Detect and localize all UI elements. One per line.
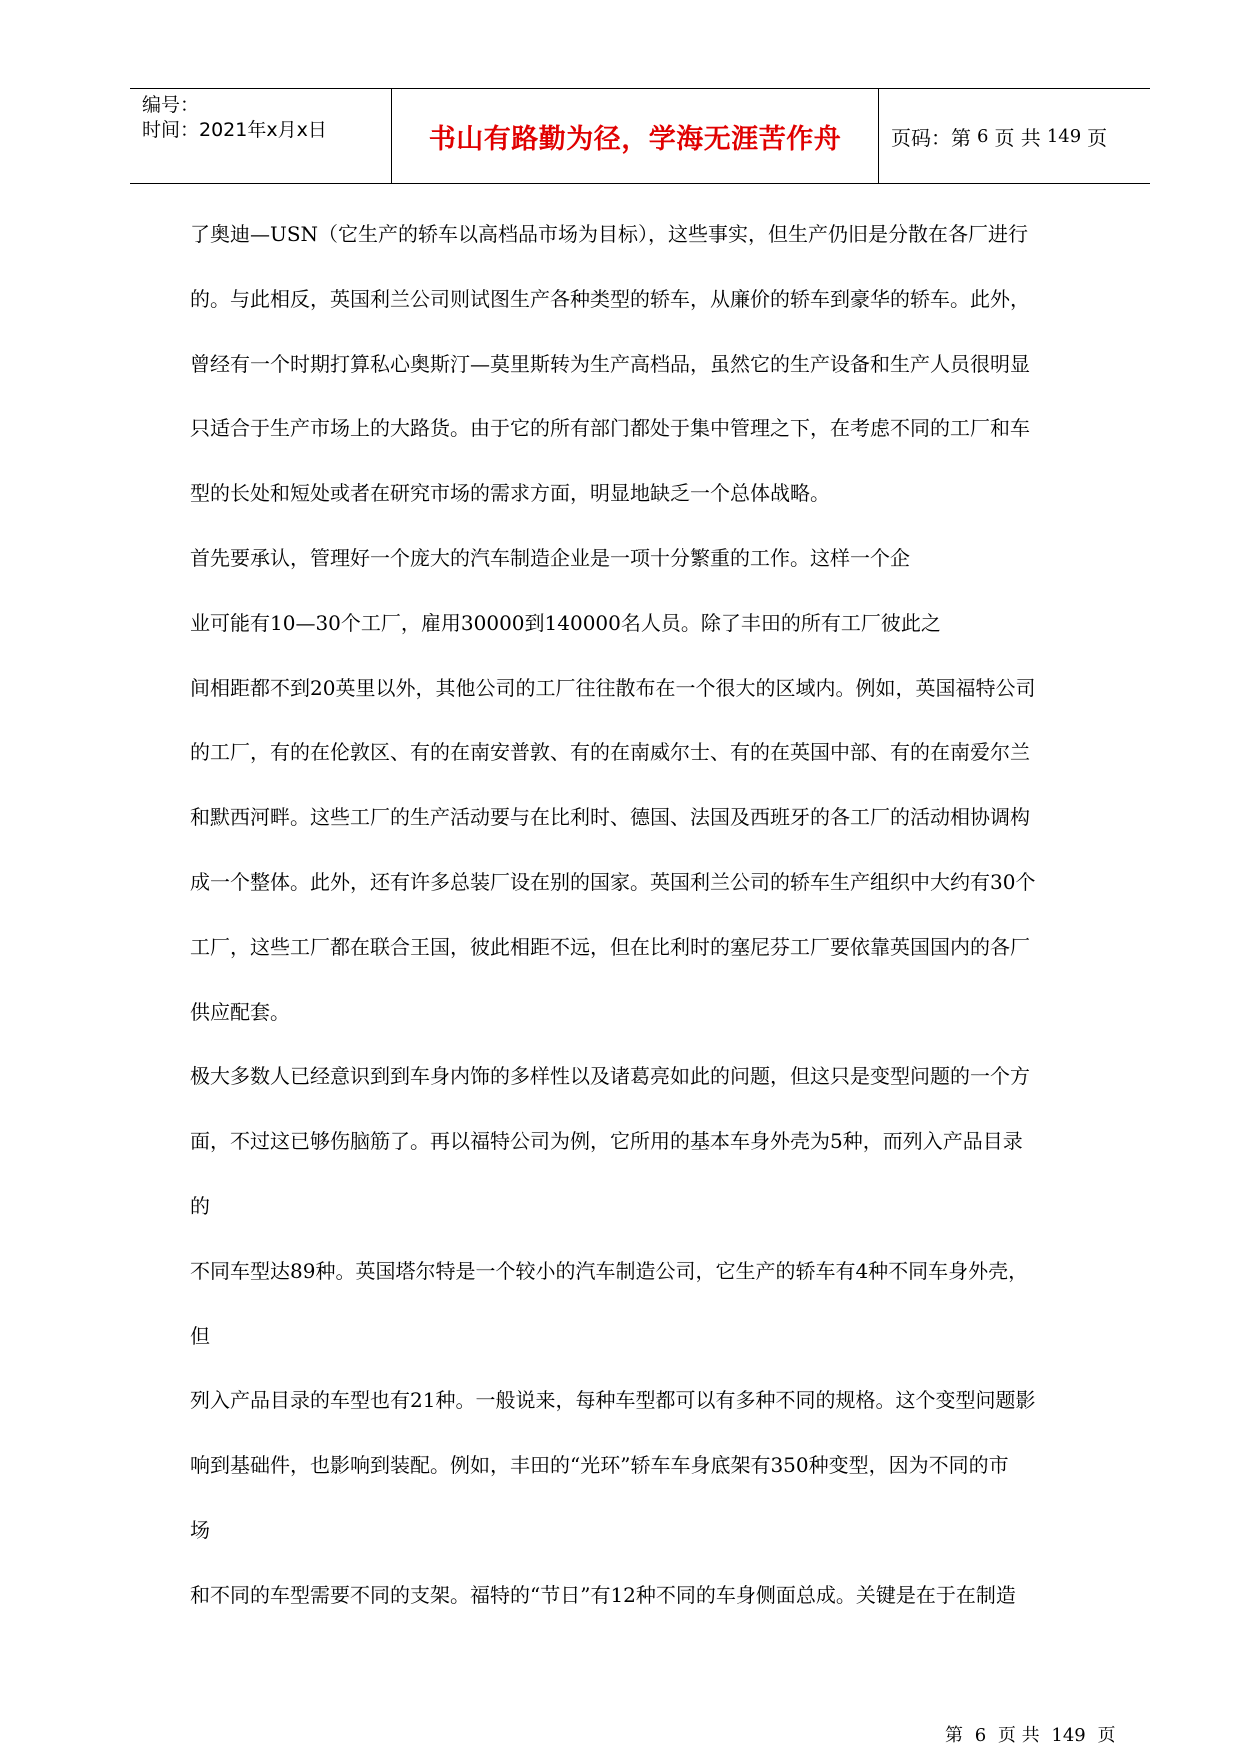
document-body <box>190 222 1110 1648</box>
text-line: 供应配套。 <box>190 999 290 1024</box>
page-header <box>130 88 1150 184</box>
text-line: 间相距都不到20英里以外，其他公司的工厂往往散布在一个很大的区域内。例如，英国福特公司 <box>190 675 1036 700</box>
text-line: 的 <box>190 1193 210 1218</box>
time-label: 时间：2021年x月x日 <box>142 119 327 141</box>
text-line: 响到基础件，也影响到装配。例如，丰田的“光环”轿车车身底架有350种变型，因为不同的市 <box>190 1453 1009 1478</box>
footer-total-pages: 149 <box>1051 1725 1086 1746</box>
text-line: 不同车型达89种。英国塔尔特是一个较小的汽车制造公司，它生产的轿车有4种不同车身外壳， <box>190 1258 1029 1283</box>
footer-page-number: 6 <box>974 1725 987 1746</box>
text-line: 首先要承认，管理好一个庞大的汽车制造企业是一项十分繁重的工作。这样一个企 <box>190 545 910 570</box>
page-middle: 页 共 <box>994 125 1041 150</box>
text-line: 面，不过这已够伤脑筋了。再以福特公司为例，它所用的基本车身外壳为5种，而列入产品目录 <box>190 1129 1023 1154</box>
text-line: 了奥迪—USN（它生产的轿车以高档品市场为目标），这些事实，但生产仍旧是分散在各厂进行 <box>190 222 1029 246</box>
total-pages: 149 <box>1046 125 1082 147</box>
header-meta <box>130 89 392 183</box>
page-footer <box>945 1721 1121 1747</box>
page-suffix: 页 <box>1087 125 1108 150</box>
text-line: 但 <box>190 1323 210 1348</box>
footer-suffix: 页 <box>1097 1725 1116 1746</box>
header-page-info <box>879 89 1150 183</box>
text-line: 和不同的车型需要不同的支架。福特的“节日”有12种不同的车身侧面总成。关键是在于在制造 <box>190 1582 1016 1607</box>
text-line: 只适合于生产市场上的大路货。由于它的所有部门都处于集中管理之下，在考虑不同的工厂和车 <box>190 416 1030 441</box>
footer-prefix: 第 <box>945 1725 963 1746</box>
text-line: 工厂，这些工厂都在联合王国，彼此相距不远，但在比利时的塞尼芬工厂要依靠英国国内的各厂 <box>190 934 1030 959</box>
text-line: 和默西河畔。这些工厂的生产活动要与在比利时、德国、法国及西班牙的各工厂的活动相协调构 <box>190 805 1030 830</box>
page-number: 6 <box>977 125 989 147</box>
text-line: 场 <box>190 1517 210 1542</box>
text-line: 列入产品目录的车型也有21种。一般说来，每种车型都可以有多种不同的规格。这个变型问题影 <box>190 1388 1036 1413</box>
header-motto-cell <box>392 89 879 183</box>
text-line: 成一个整体。此外，还有许多总装厂设在别的国家。英国利兰公司的轿车生产组织中大约有30个 <box>190 869 1036 894</box>
page-prefix: 页码：第 <box>891 125 971 150</box>
text-line: 的工厂，有的在伦敦区、有的在南安普敦、有的在南威尔士、有的在英国中部、有的在南爱尔兰 <box>190 740 1030 765</box>
number-label: 编号： <box>142 94 200 116</box>
text-line: 业可能有10—30个工厂，雇用30000到140000名人员。除了丰田的所有工厂彼此之 <box>190 610 941 635</box>
text-line: 极大多数人已经意识到到车身内饰的多样性以及诸葛亮如此的问题，但这只是变型问题的一个方 <box>190 1064 1030 1089</box>
text-line: 的。与此相反，英国利兰公司则试图生产各种类型的轿车，从廉价的轿车到豪华的轿车。此外， <box>190 286 1030 311</box>
footer-middle: 页 共 <box>997 1725 1040 1746</box>
text-line: 曾经有一个时期打算私心奥斯汀—莫里斯转为生产高档品，虽然它的生产设备和生产人员很明显 <box>190 351 1030 376</box>
motto: 书山有路勤为径，学海无涯苦作舟 <box>428 123 842 155</box>
text-line: 型的长处和短处或者在研究市场的需求方面，明显地缺乏一个总体战略。 <box>190 481 830 506</box>
